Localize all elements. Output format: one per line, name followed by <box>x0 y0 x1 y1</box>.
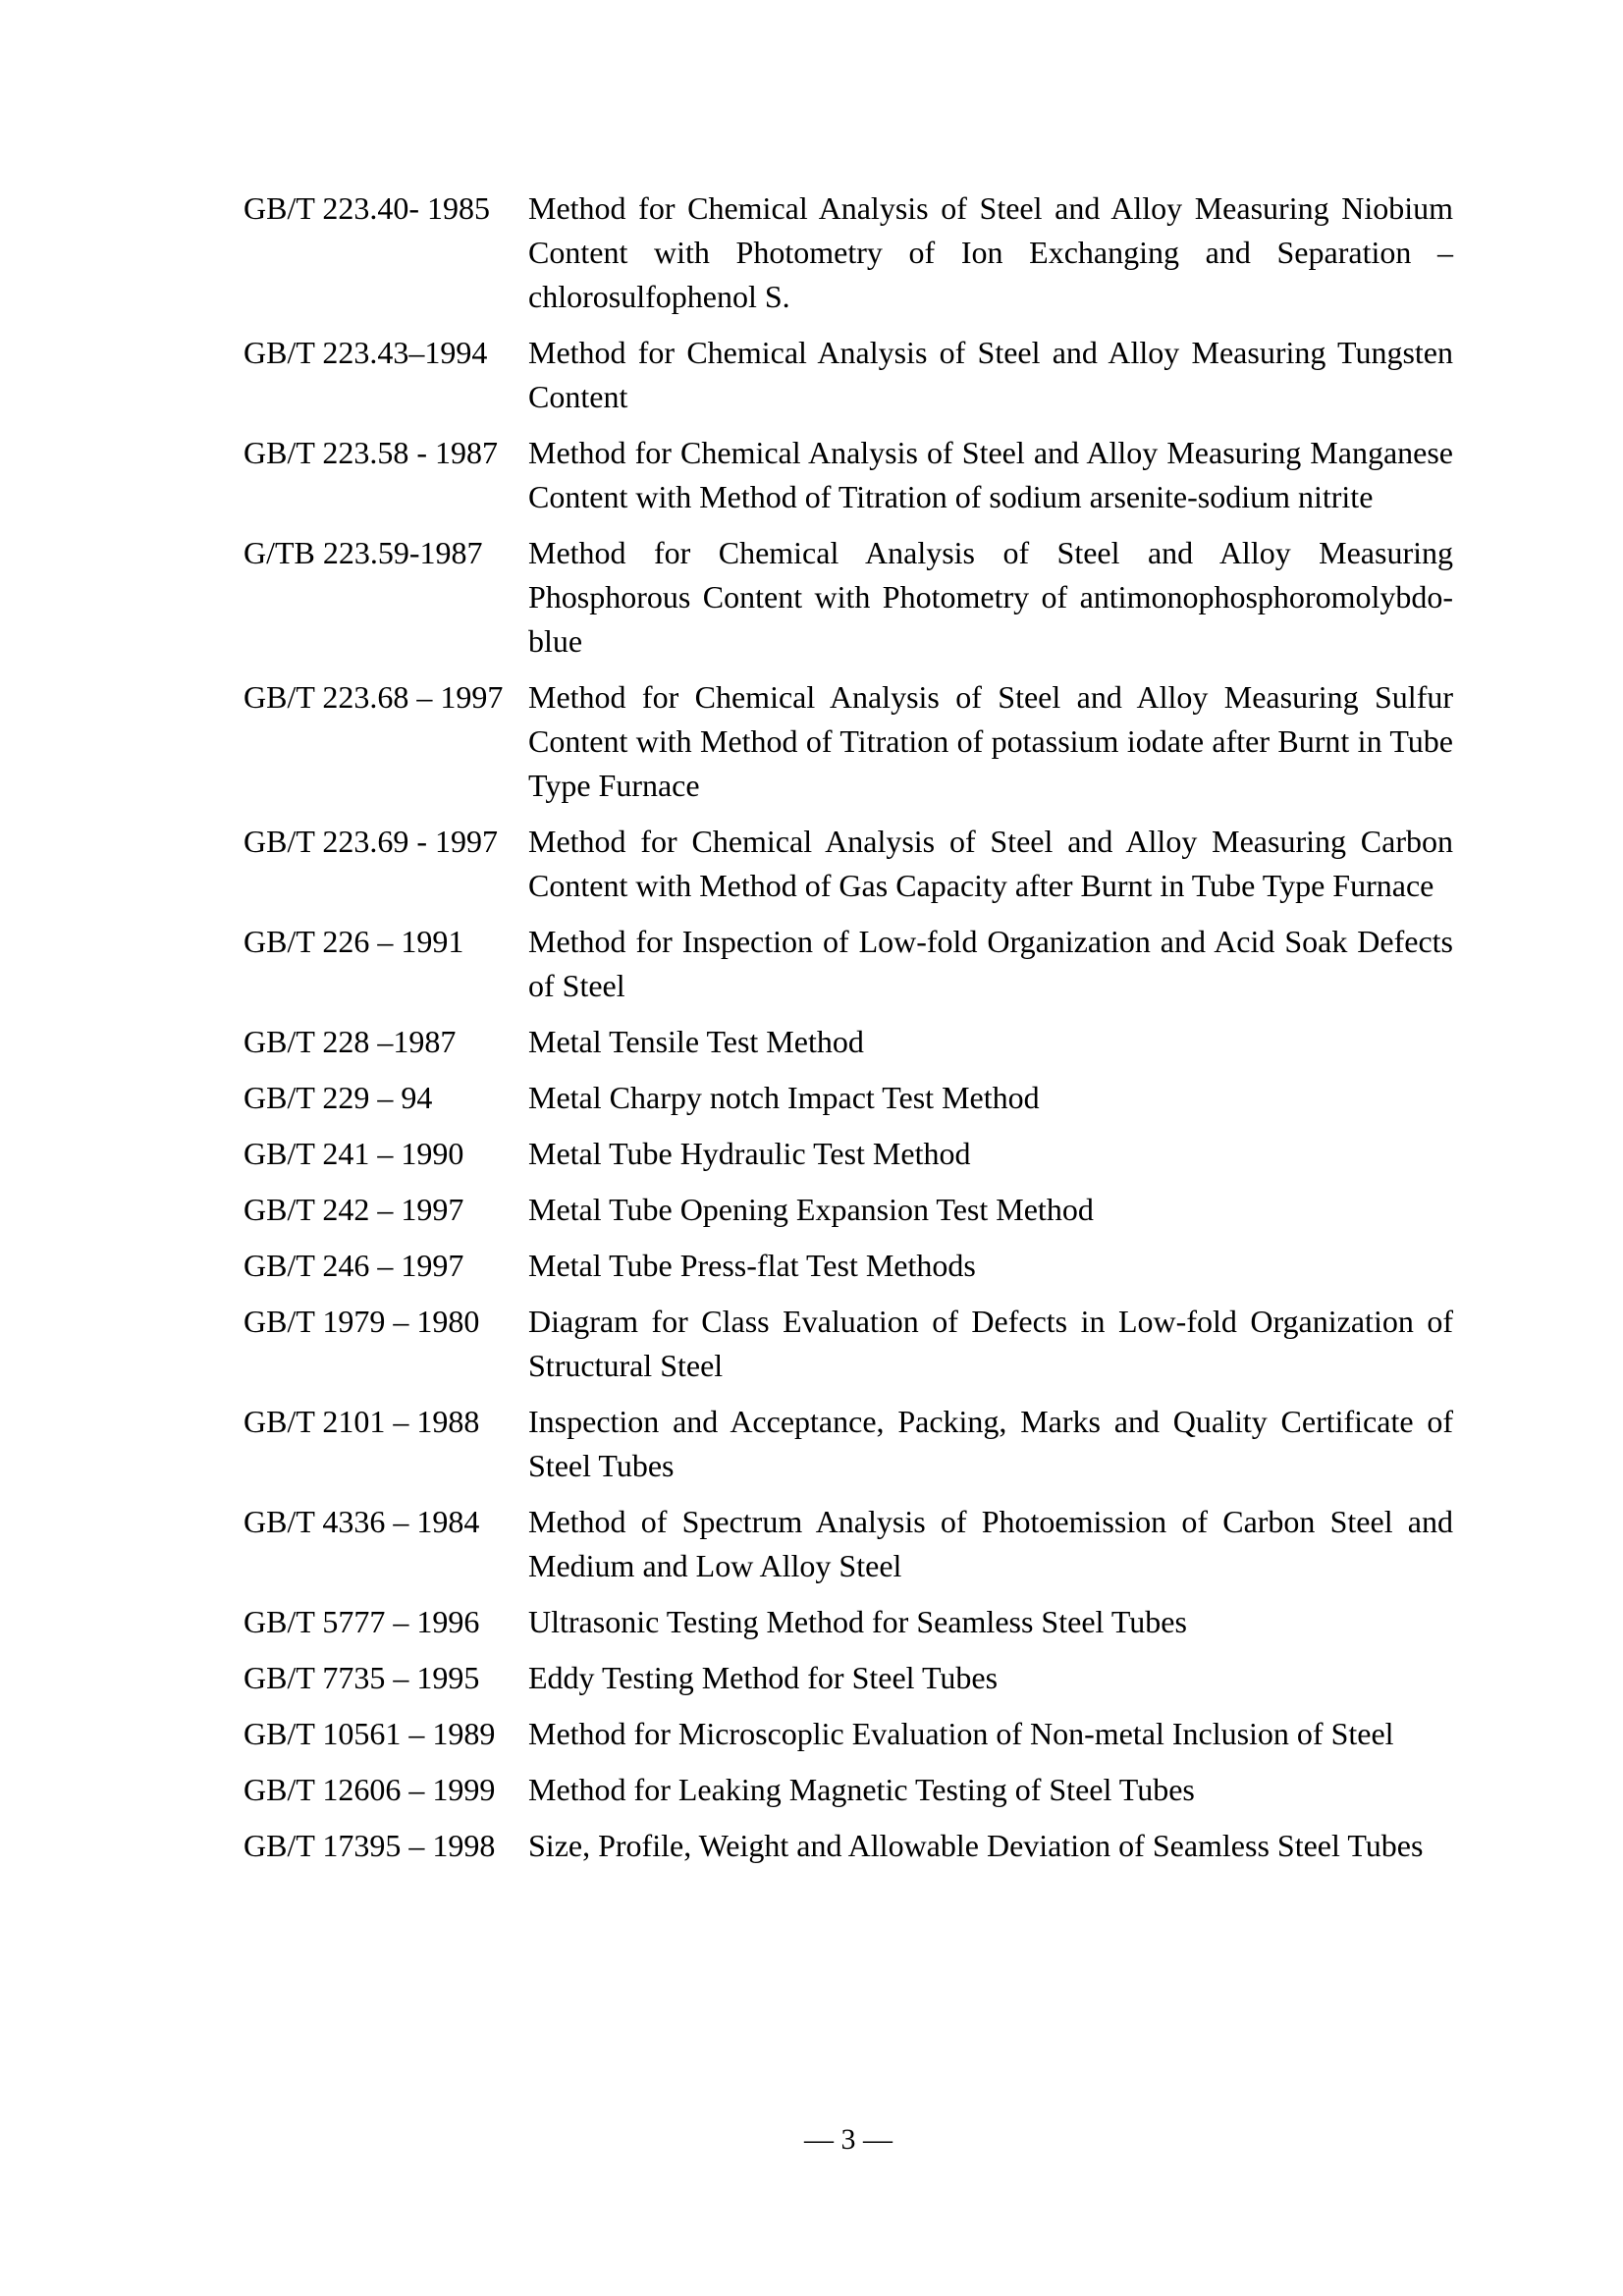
standard-code: GB/T 242 – 1997 <box>243 1192 464 1227</box>
standard-code: GB/T 223.69 - 1997 <box>243 824 498 859</box>
standard-code: GB/T 1979 – 1980 <box>243 1304 480 1339</box>
standard-code: GB/T 223.58 - 1987 <box>243 435 498 470</box>
standard-code: GB/T 223.40- 1985 <box>243 190 490 226</box>
standard-title: Diagram for Class Evaluation of Defects in Low-fold Organization of Structural Steel <box>528 1304 1453 1383</box>
standard-entry <box>243 1600 1453 1644</box>
standard-entry <box>243 1188 1453 1232</box>
standard-title: Eddy Testing Method for Steel Tubes <box>528 1660 999 1695</box>
standard-entry <box>243 920 1453 1008</box>
standard-entry <box>243 1400 1453 1488</box>
standard-title: Metal Tube Hydraulic Test Method <box>528 1136 971 1171</box>
standard-code: G/TB 223.59-1987 <box>243 535 483 570</box>
standard-title: Method for Chemical Analysis of Steel and Alloy Measuring Niobium Content with Photometry of Ion Exchanging and Separation – chlorosulfophenol S. <box>528 190 1453 314</box>
standard-entry <box>243 1300 1453 1388</box>
standard-code: GB/T 241 – 1990 <box>243 1136 464 1171</box>
standard-title: Inspection and Acceptance, Packing, Marks and Quality Certificate of Steel Tubes <box>528 1404 1453 1483</box>
standard-title: Metal Tensile Test Method <box>528 1024 864 1059</box>
standard-title: Method for Microscoplic Evaluation of Non-metal Inclusion of Steel <box>528 1716 1394 1751</box>
standard-code: GB/T 246 – 1997 <box>243 1248 464 1283</box>
standard-code: GB/T 4336 – 1984 <box>243 1504 480 1539</box>
standard-title: Metal Tube Opening Expansion Test Method <box>528 1192 1094 1227</box>
standard-entry <box>243 1076 1453 1120</box>
standard-entry <box>243 820 1453 908</box>
standard-entry <box>243 675 1453 808</box>
standard-entry <box>243 431 1453 519</box>
standard-code: GB/T 10561 – 1989 <box>243 1716 496 1751</box>
standard-code: GB/T 2101 – 1988 <box>243 1404 480 1439</box>
standard-entry <box>243 531 1453 664</box>
standard-title: Method for Chemical Analysis of Steel and Alloy Measuring Sulfur Content with Method of Titration of potassium iodate after Burnt in Tube Type Furnace <box>528 679 1453 803</box>
standard-entry <box>243 1132 1453 1176</box>
standard-title: Method of Spectrum Analysis of Photoemission of Carbon Steel and Medium and Low Alloy Steel <box>528 1504 1453 1583</box>
standard-entry <box>243 187 1453 319</box>
standard-title: Method for Chemical Analysis of Steel and Alloy Measuring Carbon Content with Method of Gas Capacity after Burnt in Tube Type Furnace <box>528 824 1453 903</box>
standard-title: Metal Charpy notch Impact Test Method <box>528 1080 1040 1115</box>
standard-title: Method for Leaking Magnetic Testing of Steel Tubes <box>528 1772 1195 1807</box>
standard-entry <box>243 331 1453 419</box>
standard-title: Metal Tube Press-flat Test Methods <box>528 1248 976 1283</box>
standard-title: Method for Chemical Analysis of Steel and Alloy Measuring Tungsten Content <box>528 335 1453 414</box>
standard-title: Method for Inspection of Low-fold Organization and Acid Soak Defects of Steel <box>528 924 1453 1003</box>
standard-entry <box>243 1656 1453 1700</box>
standard-code: GB/T 223.68 – 1997 <box>243 679 504 715</box>
standard-entry <box>243 1824 1453 1868</box>
standard-code: GB/T 223.43–1994 <box>243 335 488 370</box>
standard-entry <box>243 1020 1453 1064</box>
page-number: — 3 — <box>804 2123 893 2156</box>
standard-entry <box>243 1768 1453 1812</box>
standard-title: Method for Chemical Analysis of Steel and Alloy Measuring Phosphorous Content with Photometry of antimonophosphoromolybdo-blue <box>528 535 1453 659</box>
standard-entry <box>243 1712 1453 1756</box>
standard-code: GB/T 229 – 94 <box>243 1080 433 1115</box>
standard-entry <box>243 1500 1453 1588</box>
standard-code: GB/T 226 – 1991 <box>243 924 464 959</box>
standard-title: Method for Chemical Analysis of Steel and Alloy Measuring Manganese Content with Method of Titration of sodium arsenite-sodium nitrite <box>528 435 1453 514</box>
standards-list <box>243 187 1453 1880</box>
standard-code: GB/T 12606 – 1999 <box>243 1772 496 1807</box>
standard-code: GB/T 5777 – 1996 <box>243 1604 480 1639</box>
standard-entry <box>243 1244 1453 1288</box>
standard-title: Size, Profile, Weight and Allowable Deviation of Seamless Steel Tubes <box>528 1828 1424 1863</box>
standard-code: GB/T 228 –1987 <box>243 1024 457 1059</box>
standard-code: GB/T 17395 – 1998 <box>243 1828 496 1863</box>
standard-code: GB/T 7735 – 1995 <box>243 1660 480 1695</box>
standard-title: Ultrasonic Testing Method for Seamless Steel Tubes <box>528 1604 1187 1639</box>
